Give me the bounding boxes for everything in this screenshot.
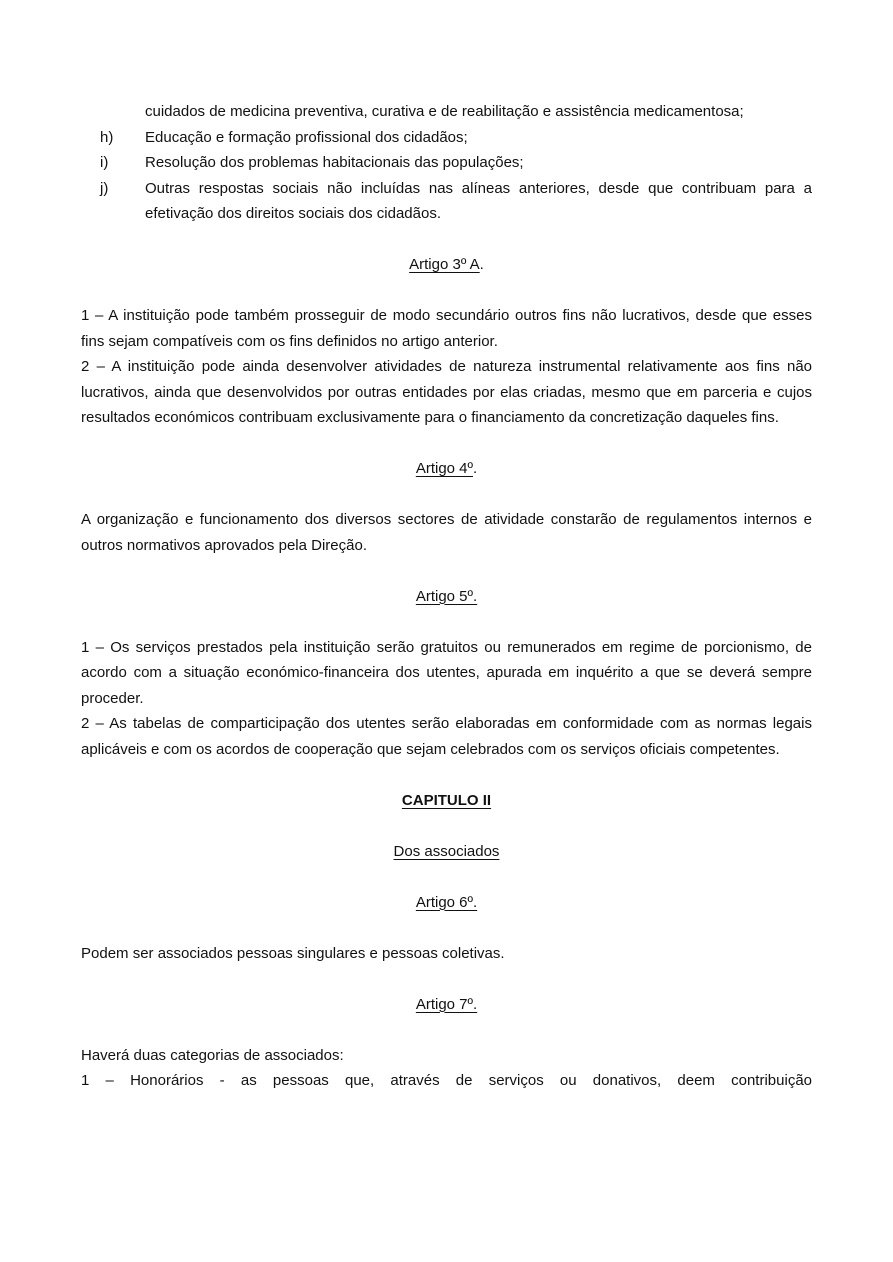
heading-capitulo-2-text: CAPITULO II <box>401 791 492 809</box>
paragraph-artigo-3a-1: 1 – A instituição pode também prosseguir de modo secundário outros fins não lucrativos, desde que esses fins sejam compatíveis com os fins definidos no artigo anterior. <box>81 307 812 350</box>
heading-artigo-6 <box>81 890 812 916</box>
list-item-h <box>81 125 812 151</box>
paragraph-artigo-4-1: A organização e funcionamento dos diversos sectores de atividade constarão de regulamentos internos e outros normativos aprovados pela Direção. <box>81 511 812 554</box>
list-item-i <box>81 150 812 176</box>
heading-artigo-5 <box>81 584 812 610</box>
heading-artigo-4-suffix: . <box>473 460 478 477</box>
list-item-text: Educação e formação profissional dos cidadãos; <box>145 128 468 146</box>
heading-artigo-7-text: Artigo 7º. <box>415 995 478 1013</box>
document-content <box>81 99 812 1094</box>
list-item-j <box>81 176 812 227</box>
list-item-label: i) <box>100 154 109 171</box>
paragraph-artigo-5-1: 1 – Os serviços prestados pela instituição serão gratuitos ou remunerados em regime de porcionismo, de acordo com a situação económico-financeira dos utentes, apurada em inquérito a que se deverá sempre proceder. <box>81 638 812 707</box>
heading-artigo-7 <box>81 992 812 1018</box>
list-item-text: cuidados de medicina preventiva, curativa e de reabilitação e assistência medicamentosa; <box>145 103 744 120</box>
paragraph-artigo-5-2: 2 – As tabelas de comparticipação dos utentes serão elaboradas em conformidade com as normas legais aplicáveis e com os acordos de cooperação que sejam celebrados com os serviços oficiais competentes. <box>81 715 812 758</box>
heading-artigo-5-text: Artigo 5º. <box>415 587 478 605</box>
paragraph-artigo-3a-2: 2 – A instituição pode ainda desenvolver atividades de natureza instrumental relativamente aos fins não lucrativos, ainda que desenvolvidos por outras entidades por elas criadas, mesmo que em parceria e cujos resultados económicos contribuam exclusivamente para o financiamento da concretização daqueles fins. <box>81 358 812 426</box>
paragraph-artigo-7-2: 1 – Honorários - as pessoas que, através de serviços ou donativos, deem contribuição <box>81 1072 812 1089</box>
heading-dos-associados-text: Dos associados <box>393 842 500 860</box>
heading-artigo-3a <box>81 252 812 278</box>
heading-artigo-3a-suffix: . <box>479 256 484 273</box>
heading-capitulo-2 <box>81 788 812 814</box>
list-item-label: j) <box>100 179 109 197</box>
list-item-continuation <box>81 99 812 125</box>
heading-dos-associados <box>81 839 812 865</box>
list-item-text: Resolução dos problemas habitacionais das populações; <box>145 154 524 171</box>
list-item-label: h) <box>100 128 114 146</box>
paragraph-artigo-6-1: Podem ser associados pessoas singulares e pessoas coletivas. <box>81 944 505 962</box>
paragraph-artigo-7-1: Haverá duas categorias de associados: <box>81 1046 344 1064</box>
list-item-text: Outras respostas sociais não incluídas nas alíneas anteriores, desde que contribuam para a efetivação dos direitos sociais dos cidadãos. <box>145 179 812 222</box>
heading-artigo-4 <box>81 456 812 482</box>
heading-artigo-3a-text: Artigo 3º A <box>409 256 480 273</box>
heading-artigo-6-text: Artigo 6º. <box>415 893 478 911</box>
heading-artigo-4-text: Artigo 4º <box>415 460 473 477</box>
